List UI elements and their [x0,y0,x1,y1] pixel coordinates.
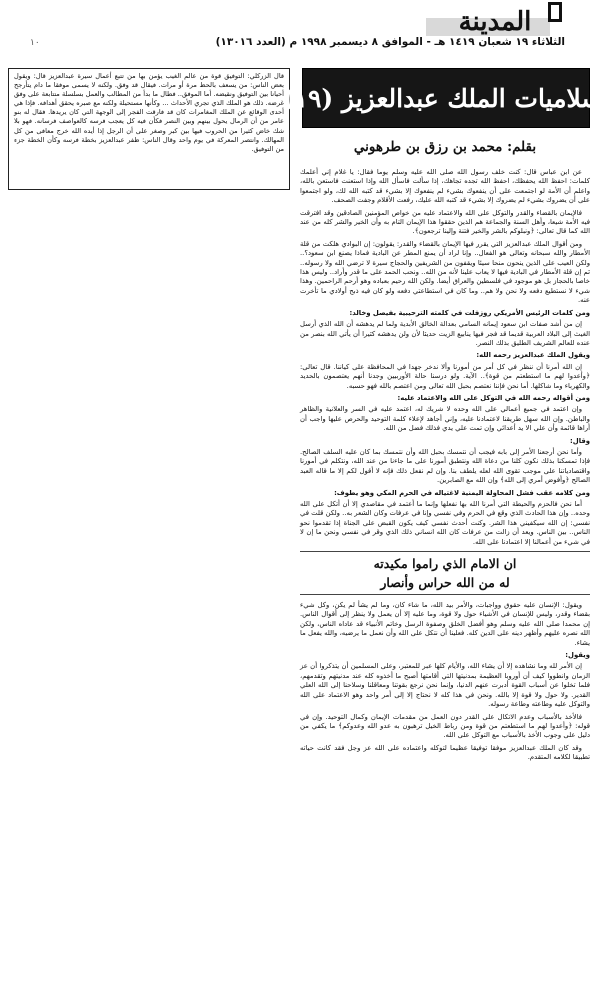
article-paragraph: ويقول: الإنسان عليه حقوق وواجبات، والأمر بيد الله، ما شاء كان، وما لم يشأ لم يكن، وكل شيء بقضاء وقدر، وليس للإنسان في الأشياء حول ولا قوة، وما عليه إلا أن يعمل ولا ينظر إلى أقوال الناس. إن محمدا صلى الله عليه وسلم وهو أفضل الخلق وصفوة الرسل وخاتم الأنبياء قد عاداه الناس، ولكن الله نصره عليهم وأظهر دينه على الدين كله. فعلينا أن نتكل على الله وأن نعمل ما يرضيه، والله يفعل ما يشاء. [300,601,590,647]
article-body [300,168,590,994]
verse-line-2: له من الله حراس وأنصار [380,575,510,591]
headline-title: إسلاميات الملك عبدالعزيز (١٩) [282,83,609,113]
article-subheading: وقال: [570,436,590,445]
article-paragraph: وأما نحن أرجعنا الأمر إلى بابه فيجب أن نتمسك بحبل الله وأن نتمسك بما كان عليه السلف الصالح. فإذا تمسكنا بذلك نكون كلنا من دعاة الله ونتطبق أمورنا على ما جاءنا من عند الله، ونتكلم في أمورنا واقتصادياتنا على موجب تقوى الله لعله يلطف بنا. وإن لم نفعل ذلك فإنه لا أقول لكم إلا ما قاله العبد الصالح ﴿وأفوض أمري إلى الله﴾ وإن الله مع الصابرين. [300,447,590,485]
article-paragraph: وإن اعتمد في جميع أعمالي على الله وحده لا شريك له، اعتمد عليه في السر والعلانية والظاهر والباطن. وإن الله سهل طريقنا لاعتمادنا عليه، وإني أجاهد لإعلاء كلمة التوحيد والحرص عليها واجب أن أراها قائمة وأن علي الا يد أعدائي وإن تمت علي يدي فذلك فضل من الله. [300,405,590,433]
issue-dateline: الثلاثاء ١٩ شعبان ١٤١٩ هـ - الموافق ٨ ديسمبر ١٩٩٨ م (العدد ١٣٠١٦) [215,36,565,48]
newspaper-logo [420,0,570,38]
article-subheading: ومن كلامه عقب فشل المحاولة اليمنية لاغتياله في الحرم المكي وهو يطوف: [334,488,590,497]
continuation-text: قال الزركلي: التوفيق قوة من عالم الغيب يؤمن بها من تتبع أعمال سيرة عبدالعزيز قال: ويقول بعض الناس: من يسعف بالحظ مرة أو مرات. فيقال قد وفق. ولكنه لا يسمى موفقا ما دام يتأرجح أحيانا بين التوفيق ونقيضه. أما الموفق.. فطال ما بدأ من المطالب والعمل بسلسلة متتابعة على وفق غرضه. ذلك هو الملك الذي تجري الأحداث ... وكأنها مستحيلة ولكنه مع صبره يحقق أهدافه. فإذا هي أحدى الوقائع عن الملك المغامرات كان قد فارقت الفجر إلى الوجهة التي كان يريدها. فقال له بنو عامر من أن الرمال يحول بينهم وبين النصر فكأن فيه كل يعجب فرسه كالعواصف فرسانه. فهو بلا شك خاض كثيرا من الحروب فيها بين كبر وصغر على أن الرجل إذا أيده الله خرج معافى من كل المهالك. وانتصر المعركة في يوم واحد وقال الناس: ظفر عبدالعزيز بخطة فرسه وكأن الخطة جزء من التوفيق. [14,72,284,153]
article-paragraph: إن الأمر لله وما نشاهده إلا أن يشاء الله، والأيام كلها عبر للمعتبر، وعلى المسلمين أن يتذكروا أن عز الزمان وانطووا كيف أن أوروبا العظيمة بمدنيتها التي أقامتها أصبح ما أخذوه كله عند مدنيتهم وتقدمهم، فلما تخلوا عن أسباب القوة أدبرت عنهم الدنيا، وإنما نحن نرجع بقوتنا ومعاقلنا وسلاحنا إلى الله العلي القدير. ولا حول ولا قوة إلا بالله. ونحن في هذا كله لا نحتاج إلا إلى أمر واحد وهو الاعتماد على الله والتوكل عليه وطاعته وطاعة رسوله. [300,662,590,709]
article-paragraph: فالإيمان بالقضاء والقدر والتوكل على الله والاعتماد عليه من خواص المؤمنين الصادقين وقد افترقت فيه الأمة شيعا، وأهل السنة والجماعة هم الذين حققوا هذا الإيمان التام به وأن الخير والشر كله من عند الله كما قال تعالى: ﴿ونبلوكم بالشر والخير فتنة وإلينا ترجعون﴾. [300,208,590,236]
verse-highlight [300,551,590,595]
page-number: ١٠ [30,38,40,48]
article-paragraph: وقد كان الملك عبدالعزيز موفقا توفيقا عظيما لتوكله واعتماده على الله عز وجل فقد كانت حياته تطبيقا لكلامه المتقدم. [300,743,590,762]
article-paragraph: فالأخذ بالأسباب وعدم الاتكال على القدر دون العمل من مقدمات الإيمان وكمال التوحيد. وإن في قوله: ﴿وأعدوا لهم ما استطعتم من قوة ومن رباط الخيل ترهبون به عدو الله وعدوكم﴾ ما يكفي من دليل على وجوب الأخذ بالأسباب مع التوكل على الله. [300,712,590,740]
headline-banner [282,68,609,128]
newspaper-logo-graphic [420,0,570,38]
article-subheading: ومن كلمات الرئيس الأمريكي روزفلت في كلمته الترحيبية بفيصل وخالد: [349,308,590,317]
article-paragraph: ومن أقوال الملك عبدالعزيز التي يقرر فيها الإيمان بالقضاء والقدر: يقولون: إن البوادي هلكت من قلة الأمطار والله سبحانه وتعالى هو الفعال.. وإنا لراد أن يمنع المطر عن البادية فماذا يصنع ابن سعود؟.. ولكن العيب على الذين ينحون منحا سيئا ويقفون من الشريفين والحجاج سيرة لا ترضي الله ولا رسوله.. ثم إن قلة الأمطار في البادية فيها لا يعاب علينا لأنه من الله.. ونحب الحمد على ما قدر وأراد.. وليس هذا خاصا بالحجاز بل هو موجود في فلسطين والعراق أيضا. ولكن الله رحيم بعباده وهو أرحم الراحمين. وهذا شيء لا نستطيع دفعه ولا نحن ولا هم.. وما كان في استطاعتي دفعه ولو كان فيه ذبح أولادي ما تأخرت عنه. [300,239,590,305]
article-paragraph: إن الله أمرنا أن ننظر في كل أمر من أمورنا وألا ندخر جهدا في المحافظة على كياننا. قال تعالى: ﴿وأعدوا لهم ما استطعتم من قوة﴾.. الآية. ولو درسنا حالة الأوربيين وجدنا أنهم يعتصمون بالحديد والكهرباء وما شاكلها. أما نحن فإننا نعتصم بحبل الله تعالى ومن اعتصم بالله فهو حسبه. [300,362,590,390]
article-subheading: ويقول: [565,651,590,660]
continuation-box [8,68,290,190]
article-subheading: ومن أقواله رحمه الله في التوكل على الله والاعتماد عليه: [397,393,590,402]
article-paragraph: أما نحن فالحزم والحيطة التي أمرنا الله بها نفعلها وإنما ما أعتمد في مقاصدي إلا أن أتكل على الله وحده.. وإن هذا الحادث الذي وقع في الحرم وفي نفسي وإنا في عرفات وكان الشعر به.. ولكن قلت في نفسي: إن الله سيكفيني هذا الشر. وكنت أحدث نفسي كيف يكون القبض على الجناة إذا تقدموا نحو الناس.. بين الناس. ويعد أن زالت من عرفات كان الله انساني ذلك الذي وقر في نفسي ونحن ما إن لا في شيء من أعمالنا إلا اعتمادنا على الله. [300,500,590,546]
byline: بقلم: محمد بن رزق بن طرهوني [353,139,537,155]
article-paragraph: إن من أشد صفات ابن سعود إيمانه السامي بعدالة الخالق الأبدية ولما لم يدهشه أن الله الذي أرسل الغيث إلى البلاد العربية قديما قد فجر فيها ينابيع الزيت حديثا لأن ولن يدهشه كثيرا أن يأتي الله بنصر من عنده للعالم الشريف الطليق بذلك النصر. [300,320,590,347]
article-paragraph: عن ابن عباس قال: كنت خلف رسول الله صلى الله عليه وسلم يوما فقال: يا غلام إني أعلمك كلمات: احفظ الله يحفظك، احفظ الله تجده تجاهك، إذا سألت فاسأل الله وإذا استعنت فاستعن بالله، واعلم أن الأمة لو اجتمعت على أن ينفعوك بشيء لم ينفعوك إلا بشيء قد كتبه الله لك، ولو اجتمعوا على أن يضروك بشيء لم يضروك إلا بشيء قد كتبه الله عليك، رفعت الأقلام وجفت الصحف. [300,168,590,205]
logo-text: المدينة [458,7,532,37]
article-subheading: ويقول الملك عبدالعزيز رحمه الله: [476,351,590,360]
verse-line-1: ان الامام الذي راموا مكيدته [373,556,517,572]
